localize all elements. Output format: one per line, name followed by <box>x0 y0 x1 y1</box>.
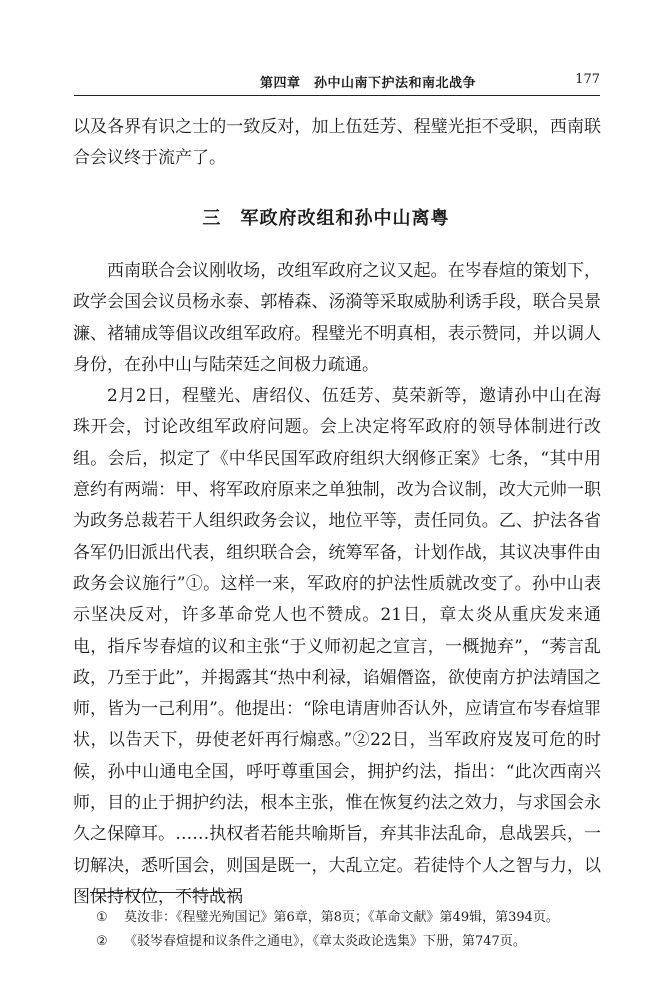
paragraph: 西南联合会议刚收场，改组军政府之议又起。在岑春煊的策划下，政学会国会议员杨永泰、郭椿森、汤漪等采取威胁利诱手段，联合吴景濂、褚辅成等倡议改组军政府。程璧光不明真相，表示赞同，并以调人身份，在孙中山与陆荣廷之间极力疏通。 <box>73 261 601 375</box>
running-header <box>74 68 600 92</box>
footnote-text: 《驳岑春煊提和议条件之通电》，《章太炎政论选集》下册，第747页。 <box>124 934 526 949</box>
header-rule <box>74 95 600 96</box>
footnote-rule <box>90 892 240 893</box>
footnote-2 <box>96 930 616 954</box>
footnote-1 <box>96 906 616 930</box>
section-title: 三 军政府改组和孙中山离粤 <box>202 208 450 229</box>
opening-paragraph: 以及各界有识之士的一致反对，加上伍廷芳、程璧光拒不受职，西南联合会议终于流产了。 <box>73 117 601 169</box>
section-body <box>73 256 601 913</box>
chapter-title: 第四章 孙中山南下护法和南北战争 <box>260 76 477 91</box>
page-number: 177 <box>575 72 600 87</box>
footnote-mark: ① <box>96 910 108 925</box>
opening-text <box>73 112 601 175</box>
footnote-mark: ② <box>96 934 108 949</box>
footnote-text: 莫汝非：《程璧光殉国记》第6章，第8页；《革命文献》第49辑，第394页。 <box>124 910 559 925</box>
footnotes <box>96 906 616 954</box>
paragraph: 2月2日，程璧光、唐绍仪、伍廷芳、莫荣新等，邀请孙中山在海珠开会，讨论改组军政府问题。会上决定将军政府的领导体制进行改组。会后，拟定了《中华民国军政府组织大纲修正案》七条，“其中用意约有两端：甲、将军政府原来之单独制，改为合议制，改大元帅一职为政务总裁若干人组织政务会议，地位平等，责任同负。乙、护法各省各军仍旧派出代表，组织联合会，统筹军备，计划作战，其议决事件由政务会议施行”①。这样一来，军政府的护法性质就改变了。孙中山表示坚决反对，许多革命党人也不赞成。21日，章太炎从重庆发来通电，指斥岑春煊的议和主张“于义师初起之宣言，一概抛弃”，“莠言乱政，乃至于此”，并揭露其“热中利禄，谄媚僭盗，欲使南方护法靖国之师，皆为一己利用”。他提出：“除电请唐帅否认外，应请宣布岑春煊罪状，以告天下，毋使老奸再行煽惑。”②22日，当军政府岌岌可危的时候，孙中山通电全国，呼吁尊重国会，拥护约法，指出：“此次西南兴师，目的止于拥护约法，根本主张，惟在恢复约法之效力，与求国会永久之保障耳。……执权者若能共喻斯旨，弃其非法乱命，息战罢兵，一切解决，悉听国会，则国是既一，大乱立定。若徒恃个人之智与力，以图保持权位，不特战祸 <box>73 386 601 907</box>
